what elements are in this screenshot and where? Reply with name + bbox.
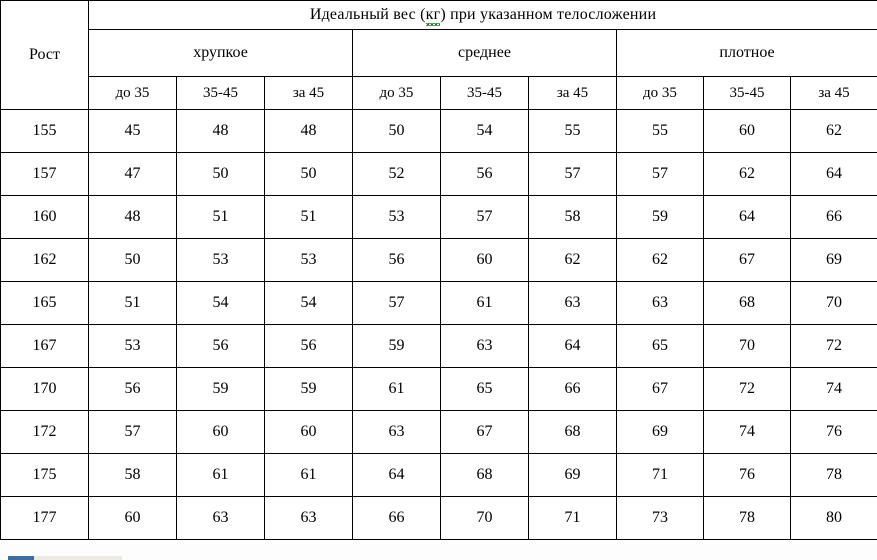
value-cell: 62	[704, 153, 791, 196]
value-cell: 70	[704, 325, 791, 368]
value-cell: 65	[617, 325, 704, 368]
group-header-dense: плотное	[617, 30, 877, 77]
value-cell: 50	[265, 153, 353, 196]
row-height-cell: 177	[1, 497, 89, 540]
value-cell: 64	[791, 153, 877, 196]
row-header-label: Рост	[1, 1, 89, 110]
value-cell: 63	[177, 497, 265, 540]
value-cell: 67	[704, 239, 791, 282]
value-cell: 60	[441, 239, 529, 282]
value-cell: 76	[704, 454, 791, 497]
value-cell: 68	[529, 411, 617, 454]
value-cell: 53	[265, 239, 353, 282]
value-cell: 63	[353, 411, 441, 454]
value-cell: 62	[791, 110, 877, 153]
value-cell: 61	[265, 454, 353, 497]
table-title-text	[310, 6, 656, 23]
value-cell: 59	[265, 368, 353, 411]
value-cell: 66	[529, 368, 617, 411]
table-body	[1, 110, 877, 540]
table-title-suffix: ) при указанном телосложении	[440, 6, 657, 23]
table-row	[1, 497, 877, 540]
value-cell: 50	[89, 239, 177, 282]
value-cell: 53	[353, 196, 441, 239]
value-cell: 74	[791, 368, 877, 411]
value-cell: 74	[704, 411, 791, 454]
table-row	[1, 110, 877, 153]
header-row-title	[1, 1, 877, 30]
value-cell: 62	[529, 239, 617, 282]
value-cell: 53	[177, 239, 265, 282]
table-row	[1, 239, 877, 282]
value-cell: 69	[617, 411, 704, 454]
value-cell: 59	[617, 196, 704, 239]
value-cell: 70	[441, 497, 529, 540]
group-header-medium: среднее	[353, 30, 617, 77]
value-cell: 61	[177, 454, 265, 497]
value-cell: 63	[529, 282, 617, 325]
value-cell: 52	[353, 153, 441, 196]
value-cell: 78	[791, 454, 877, 497]
value-cell: 48	[177, 110, 265, 153]
value-cell: 56	[177, 325, 265, 368]
value-cell: 67	[441, 411, 529, 454]
value-cell: 66	[791, 196, 877, 239]
value-cell: 60	[177, 411, 265, 454]
row-height-cell: 155	[1, 110, 89, 153]
subheader-medium-under35: до 35	[353, 77, 441, 110]
value-cell: 56	[89, 368, 177, 411]
value-cell: 69	[529, 454, 617, 497]
value-cell: 54	[177, 282, 265, 325]
value-cell: 78	[704, 497, 791, 540]
row-height-cell: 175	[1, 454, 89, 497]
table-row	[1, 153, 877, 196]
value-cell: 73	[617, 497, 704, 540]
table-title-prefix: Идеальный вес (	[309, 6, 426, 23]
row-height-cell: 167	[1, 325, 89, 368]
value-cell: 68	[704, 282, 791, 325]
value-cell: 60	[704, 110, 791, 153]
value-cell: 51	[177, 196, 265, 239]
subheader-dense-under35: до 35	[617, 77, 704, 110]
header-row-subheaders	[1, 77, 877, 110]
value-cell: 61	[353, 368, 441, 411]
table-row	[1, 282, 877, 325]
table-header	[1, 1, 877, 110]
subheader-dense-35to45: 35-45	[704, 77, 791, 110]
value-cell: 56	[441, 153, 529, 196]
value-cell: 62	[617, 239, 704, 282]
subheader-frail-under35: до 35	[89, 77, 177, 110]
value-cell: 53	[89, 325, 177, 368]
value-cell: 76	[791, 411, 877, 454]
value-cell: 60	[265, 411, 353, 454]
row-height-cell: 160	[1, 196, 89, 239]
subheader-frail-35to45: 35-45	[177, 77, 265, 110]
value-cell: 66	[353, 497, 441, 540]
value-cell: 58	[89, 454, 177, 497]
bottom-edge-artifact-light	[34, 556, 122, 560]
value-cell: 68	[441, 454, 529, 497]
bottom-edge-artifact-blue	[8, 556, 34, 560]
value-cell: 69	[791, 239, 877, 282]
row-height-cell: 157	[1, 153, 89, 196]
value-cell: 48	[89, 196, 177, 239]
value-cell: 70	[791, 282, 877, 325]
value-cell: 59	[353, 325, 441, 368]
table-row	[1, 368, 877, 411]
table-row	[1, 196, 877, 239]
value-cell: 57	[353, 282, 441, 325]
value-cell: 51	[89, 282, 177, 325]
value-cell: 64	[353, 454, 441, 497]
value-cell: 56	[265, 325, 353, 368]
row-height-cell: 170	[1, 368, 89, 411]
value-cell: 57	[89, 411, 177, 454]
value-cell: 50	[177, 153, 265, 196]
value-cell: 54	[441, 110, 529, 153]
value-cell: 64	[529, 325, 617, 368]
value-cell: 51	[265, 196, 353, 239]
value-cell: 50	[353, 110, 441, 153]
value-cell: 64	[704, 196, 791, 239]
value-cell: 80	[791, 497, 877, 540]
value-cell: 56	[353, 239, 441, 282]
value-cell: 57	[529, 153, 617, 196]
value-cell: 60	[89, 497, 177, 540]
row-height-cell: 162	[1, 239, 89, 282]
value-cell: 61	[441, 282, 529, 325]
value-cell: 45	[89, 110, 177, 153]
value-cell: 48	[265, 110, 353, 153]
subheader-dense-over45: за 45	[791, 77, 877, 110]
group-header-frail: хрупкое	[89, 30, 353, 77]
value-cell: 63	[617, 282, 704, 325]
table-row	[1, 411, 877, 454]
header-row-groups	[1, 30, 877, 77]
subheader-frail-over45: за 45	[265, 77, 353, 110]
value-cell: 55	[617, 110, 704, 153]
subheader-medium-35to45: 35-45	[441, 77, 529, 110]
row-height-cell: 165	[1, 282, 89, 325]
table-title	[89, 1, 877, 30]
value-cell: 54	[265, 282, 353, 325]
value-cell: 72	[791, 325, 877, 368]
value-cell: 72	[704, 368, 791, 411]
value-cell: 55	[529, 110, 617, 153]
value-cell: 65	[441, 368, 529, 411]
subheader-medium-over45: за 45	[529, 77, 617, 110]
value-cell: 57	[617, 153, 704, 196]
spellcheck-flagged-word: кг	[425, 6, 441, 23]
value-cell: 59	[177, 368, 265, 411]
row-height-cell: 172	[1, 411, 89, 454]
value-cell: 47	[89, 153, 177, 196]
value-cell: 63	[265, 497, 353, 540]
value-cell: 58	[529, 196, 617, 239]
table-row	[1, 325, 877, 368]
value-cell: 71	[617, 454, 704, 497]
table-row	[1, 454, 877, 497]
value-cell: 67	[617, 368, 704, 411]
value-cell: 63	[441, 325, 529, 368]
value-cell: 71	[529, 497, 617, 540]
value-cell: 57	[441, 196, 529, 239]
